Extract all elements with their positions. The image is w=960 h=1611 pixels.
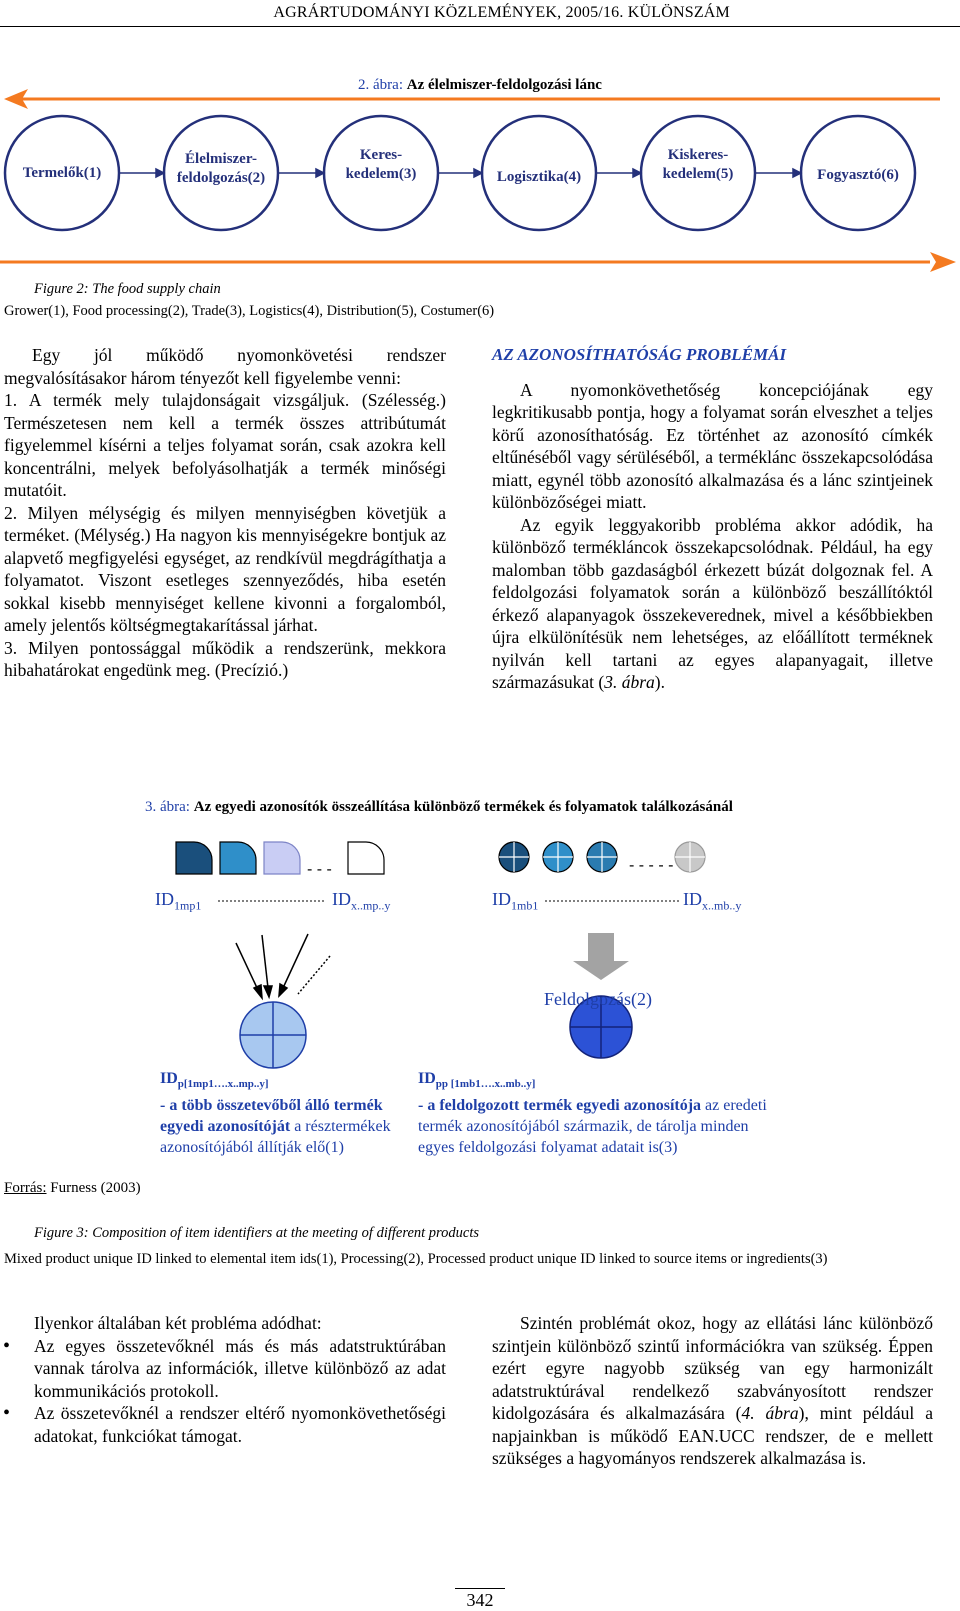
converging-arrows — [236, 934, 330, 998]
figure3-caption — [145, 799, 733, 816]
svg-text:- - -: - - - — [307, 861, 332, 878]
left-component-shapes — [176, 842, 384, 878]
processing-label: Feldolgozás(2) — [544, 989, 652, 1009]
processed-product-id-text: $ID_{pp [1mb1\dots.x..mb..y]}$ - a feldolgozott termék egyedi azonosítója az eredeti termék azonosítójából származik, de tárolja minden egyes feldolgozási folyamat adatait is(3) — [418, 1070, 767, 1157]
node-2-label: Élelmiszer- feldolgozás(2) — [176, 151, 266, 186]
figure2-en-title: Figure 2: The food supply chain — [34, 281, 221, 297]
left-para-1: Egy jól működő nyomonkövetési rendszer megvalósításakor három tényezőt kell figyelembe venni: — [4, 345, 446, 388]
processing-arrow — [573, 933, 629, 980]
right-column — [492, 344, 933, 694]
identifier-diagram — [0, 830, 960, 1100]
figure3-en-subtitle: Mixed product unique ID linked to elemental item ids(1), Processing(2), Processed product unique ID linked to source items or ingredients(3) — [4, 1251, 828, 1267]
node-6-label: Fogyasztó(6) — [817, 167, 899, 183]
combined-circle-left — [240, 1002, 306, 1068]
bullet-item-1: • Az egyes összetevőknél más és más adatstruktúrában vannak tárolva az információk, illetve különböző az adat kommunikációs protokoll. — [0, 1335, 446, 1403]
left-item-2: 2. Milyen mélységig és milyen mennyiségben követjük a terméket. (Mélység.) Ha nagyon kis mennyiségekre bontjuk az alapvető megfigyelési egységet, az rendkívül megdrágíthatja a folyamatot. Viszont esetleges szennyeződés, hiba esetén sokkal kisebb mennyiséget kellene kivonni a forgalomból, amely jelentős költségmegtakarítással járhat. — [4, 502, 446, 635]
node-3-label: Keres- kedelem(3) — [345, 147, 417, 182]
figure2-label: 2. ábra: — [358, 77, 403, 93]
section-heading: AZ AZONOSÍTHATÓSÁG PROBLÉMÁI — [492, 345, 787, 364]
figure3-label: 3. ábra: — [145, 799, 190, 815]
id-left-last: $ID_{x..mp..y}$ — [332, 889, 391, 913]
right-para-2: Az egyik leggyakoribb probléma akkor adódik, ha különböző termékláncok összekapcsolódnak. Például, ha egy malomban több gazdaságból érkezett búzát dolgoznak fel. A feldolgozási folyamatok során a különböző beszállítóktól érkező alapanyagok összekeverednek, mivel a későbbiekben újra elkülönítésük nem lehetséges, az előállított terméknek nyilván kell tartani az egyes alapanyagait, illetve származásukat (3. ábra). — [492, 514, 933, 692]
figure2-en-subtitle: Grower(1), Food processing(2), Trade(3), Logistics(4), Distribution(5), Costumer(6) — [4, 303, 495, 319]
node-1-label: Termelők(1) — [22, 165, 102, 181]
shape-dark-blue — [176, 842, 212, 874]
svg-text:- - - - -: - - - - - — [629, 857, 674, 874]
page-number: 342 — [466, 1590, 494, 1610]
header-rule — [0, 26, 960, 27]
figure3-title: Az egyedi azonosítók összeállítása különböző termékek és folyamatok találkozásánál — [193, 799, 733, 815]
left-item-1: 1. A termék mely tulajdonságait vizsgáljuk. (Szélesség.) Természetesen nem kell a termék összes attribútumát figyelemmel kísérni a teljes folyamat során, csak azokra kell koncentrálni, melyek befolyásolhatják a termék minőségi mutatóit. — [4, 390, 446, 500]
bottom-left-intro: Ilyenkor általában két probléma adódhat: — [34, 1313, 322, 1333]
figure3-en-title: Figure 3: Composition of item identifiers at the meeting of different products — [34, 1225, 480, 1241]
right-component-circles — [499, 842, 705, 874]
bullet-item-2: • Az összetevőknél a rendszer eltérő nyomonkövethetőségi adatokat, funkciókat támogat. — [0, 1402, 446, 1447]
figure2-title: Az élelmiszer-feldolgozási lánc — [406, 77, 602, 93]
page-number-rule — [455, 1588, 505, 1589]
figure3-source: Forrás: Furness (2003) — [4, 1180, 141, 1196]
forward-arrow-head — [930, 252, 956, 272]
shape-white — [348, 842, 384, 874]
id-right-last: $ID_{x..mb..y}$ — [683, 889, 742, 913]
supply-chain-diagram — [0, 86, 960, 286]
bottom-right-column — [492, 1312, 933, 1470]
id-right-first: $ID_{1mb1}$ — [492, 889, 539, 913]
bottom-right-para: Szintén problémát okoz, hogy az ellátási lánc különböző szintjein különböző szintű információkra van szükség. Éppen ezért egyre nagyobb szükség van egy harmonizált adatstruktúrával rendelkező szabványosított rendszer kidolgozására és alkalmazására (4. ábra), mint például a napjainkban is működő EAN.UCC rendszer, de e mellett szükséges a hagyományos rendszerek alkalmazása is. — [492, 1313, 933, 1468]
bottom-left-column — [0, 1312, 446, 1447]
shape-mid-blue — [220, 842, 256, 874]
node-5-label: Kiskeres- kedelem(5) — [662, 147, 734, 182]
shape-light-blue — [264, 842, 300, 874]
left-item-3: 3. Milyen pontossággal működik a rendszerünk, mekkora hibahatárokat engedünk meg. (Precízió.) — [4, 637, 446, 680]
node-4-label: Logisztika(4) — [496, 169, 582, 185]
journal-header: AGRÁRTUDOMÁNYI KÖZLEMÉNYEK, 2005/16. KÜLÖNSZÁM — [273, 4, 730, 21]
right-para-1: A nyomonkövethetőség koncepciójának egy legkritikusabb pontja, hogy a folyamat során elveszhet a teljes körű azonosíthatóság. Ez történhet az azonosító címkék eltűnéséből vagy sérüléséből, a terméklánc összekapcsolódása miatt, egynél több azonosító alkalmazása és a lánc szintjeinek különbözőségei miatt. — [492, 379, 933, 512]
left-column — [4, 344, 446, 682]
mixed-product-id-text: $ID_{p[1mp1\dots.x..mp..y]}$ - a több összetevőből álló termék egyedi azonosítóját a résztermékek azonosítójából állítják elő(1) — [160, 1070, 391, 1157]
id-left-first: $ID_{1mp1}$ — [155, 889, 202, 913]
